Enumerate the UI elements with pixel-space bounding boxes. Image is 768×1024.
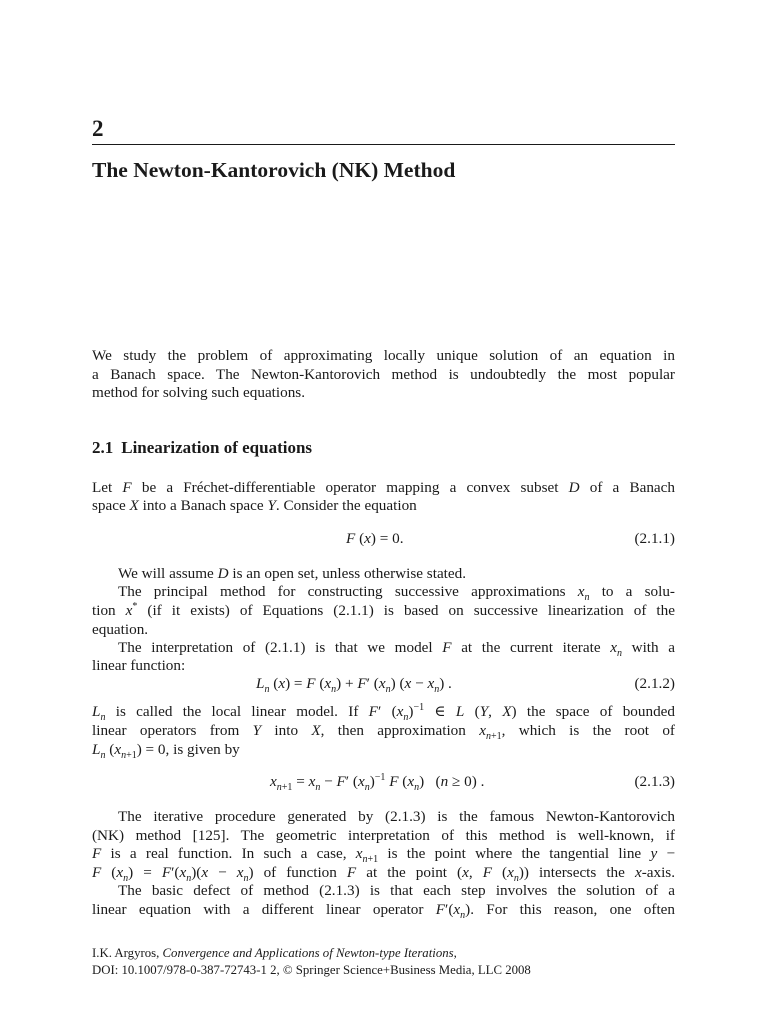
text-line: space X into a Banach space Y. Consider the equation (92, 497, 417, 514)
chapter-number: 2 (92, 116, 104, 141)
chapter-title: The Newton-Kantorovich (NK) Method (92, 158, 456, 182)
footer-citation (92, 946, 457, 961)
text-line: linear operators from Y into X, then approximation $x_{n+1}$, which is the root of (92, 722, 675, 743)
text-line: (NK) method [125]. The geometric interpretation of this method is well-known, if (92, 827, 675, 844)
footer-doi: DOI: 10.1007/978-0-387-72743-1 2, © Springer Science+Business Media, LLC 2008 (92, 963, 531, 977)
text-line: a Banach space. The Newton-Kantorovich method is undoubtedly the most popular (92, 366, 675, 383)
text-line: F $(x_n) = F'(x_n)(x - x_n)$ of function F at the point (x, F $(x_n)$) intersects the x-axis. (92, 864, 676, 885)
equation-label: (2.1.3) (634, 773, 675, 790)
section-heading (92, 438, 320, 458)
text-line: F is a real function. In such a case, $x_{n+1}$ is the point where the tangential line y − (92, 845, 676, 866)
text-line: linear function: (92, 657, 186, 674)
chapter-rule (92, 144, 675, 145)
footer-punct: , (453, 946, 457, 960)
footer-author: I.K. Argyros, (92, 946, 163, 960)
text-line: The basic defect of method (2.1.3) is that each step involves the solution of a (118, 882, 675, 899)
text-line: equation. (92, 621, 149, 638)
text-line: $L_n$ $(x_{n+1}) = 0$, is given by (92, 741, 240, 762)
text-line: $L_n$ is called the local linear model. If F′ $(x_n)^{-1}$ ∈ L (Y, X) the space of bounded (92, 701, 675, 724)
equation-2-1-2: $L_n$ (x) = F $(x_n) + F'$ $(x_n) (x - x_n)$ . (256, 675, 452, 696)
text-line: method for solving such equations. (92, 384, 306, 401)
text-line: The principal method for constructing successive approximations $x_n$ to a solu- (118, 583, 675, 604)
equation-2-1-1: F (x) = 0. (346, 530, 404, 547)
text-line: The interpretation of (2.1.1) is that we model F at the current iterate $x_n$ with a (118, 639, 675, 660)
text-line: Let F be a Fréchet-differentiable operator mapping a convex subset D of a Banach (92, 479, 675, 496)
equation-label: (2.1.1) (634, 530, 675, 547)
text-line: linear equation with a different linear operator $F'(x_n)$. For this reason, one often (92, 901, 676, 922)
text-line: We study the problem of approximating locally unique solution of an equation in (92, 347, 675, 364)
section-number: 2.1 (92, 438, 114, 457)
section-title: Linearization of equations (121, 438, 313, 457)
text-line: tion x* (if it exists) of Equations (2.1.1) is based on successive linearization of the (92, 600, 675, 619)
equation-label: (2.1.2) (634, 675, 675, 692)
equation-2-1-3: $x_{n+1} = x_n - F'$ $(x_n)^{-1}$ F $(x_n) (n \ge 0)$ . (270, 771, 485, 794)
text-line: We will assume D is an open set, unless otherwise stated. (118, 565, 467, 582)
text-line: The iterative procedure generated by (2.1.3) is the famous Newton-Kantorovich (118, 808, 675, 825)
footer-book-title: Convergence and Applications of Newton-type Iterations (162, 946, 454, 960)
